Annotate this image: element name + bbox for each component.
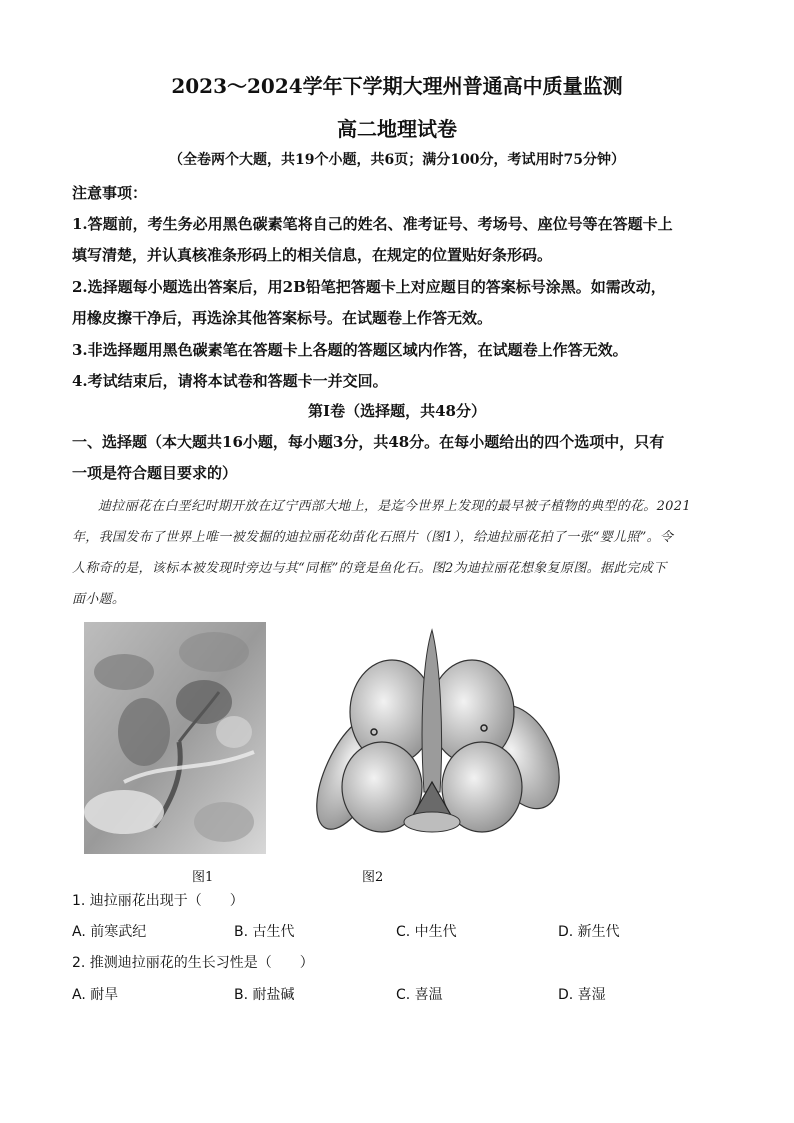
section-title: 第Ⅰ卷（选择题，共48分） [308,402,486,420]
question-1-option-c[interactable]: C. 中生代 [396,924,457,940]
section-instruction: 一、选择题（本大题共16小题，每小题3分，共48分。在每小题给出的四个选项中，只有 [72,433,665,451]
question-2-option-c[interactable]: C. 喜温 [396,987,443,1003]
figure-1-caption: 图1 [192,870,214,885]
question-2-option-a[interactable]: A. 耐旱 [72,987,119,1003]
passage-line: 迪拉丽花在白垩纪时期开放在辽宁西部大地上，是迄今世界上发现的最早被子植物的典型的花。2021 [98,499,691,514]
notice-line: 3.非选择题用黑色碳素笔在答题卡上各题的答题区域内作答，在试题卷上作答无效。 [72,341,628,359]
question-2-option-b[interactable]: B. 耐盐碱 [234,987,295,1003]
question-2-stem: 2. 推测迪拉丽花的生长习性是（ ） [72,955,314,971]
question-1-option-a[interactable]: A. 前寒武纪 [72,924,147,940]
exam-title: 2023～2024学年下学期大理州普通高中质量监测 [171,74,623,98]
figure-2-caption: 图2 [362,870,384,885]
question-1-stem: 1. 迪拉丽花出现于（ ） [72,893,244,909]
passage-line: 面小题。 [72,592,126,607]
question-2-option-d[interactable]: D. 喜湿 [558,987,606,1003]
question-1-option-d[interactable]: D. 新生代 [558,924,620,940]
notice-heading: 注意事项： [72,184,148,202]
section-instruction: 一项是符合题目要求的） [72,464,238,482]
notice-line: 填写清楚，并认真核准条形码上的相关信息，在规定的位置贴好条形码。 [72,246,553,264]
question-1-option-b[interactable]: B. 古生代 [234,924,295,940]
passage-line: 年，我国发布了世界上唯一被发掘的迪拉丽花幼苗化石照片（图1），给迪拉丽花拍了一张“婴儿照”。令 [72,530,674,545]
passage-line: 人称奇的是，该标本被发现时旁边与其“同框”的竟是鱼化石。图2为迪拉丽花想象复原图。据此完成下 [72,561,667,576]
fossil-photo-image [84,622,266,854]
notice-line: 2.选择题每小题选出答案后，用2B铅笔把答题卡上对应题目的答案标号涂黑。如需改动， [72,278,666,296]
flower-reconstruction-image [312,622,564,854]
notice-line: 4.考试结束后，请将本试卷和答题卡一并交回。 [72,372,388,390]
exam-subject: 高二地理试卷 [337,117,457,141]
notice-line: 用橡皮擦干净后，再选涂其他答案标号。在试题卷上作答无效。 [72,309,493,327]
notice-line: 1.答题前，考生务必用黑色碳素笔将自己的姓名、准考证号、考场号、座位号等在答题卡上 [72,215,673,233]
exam-info: （全卷两个大题，共19个小题，共6页；满分100分，考试用时75分钟） [169,152,625,168]
